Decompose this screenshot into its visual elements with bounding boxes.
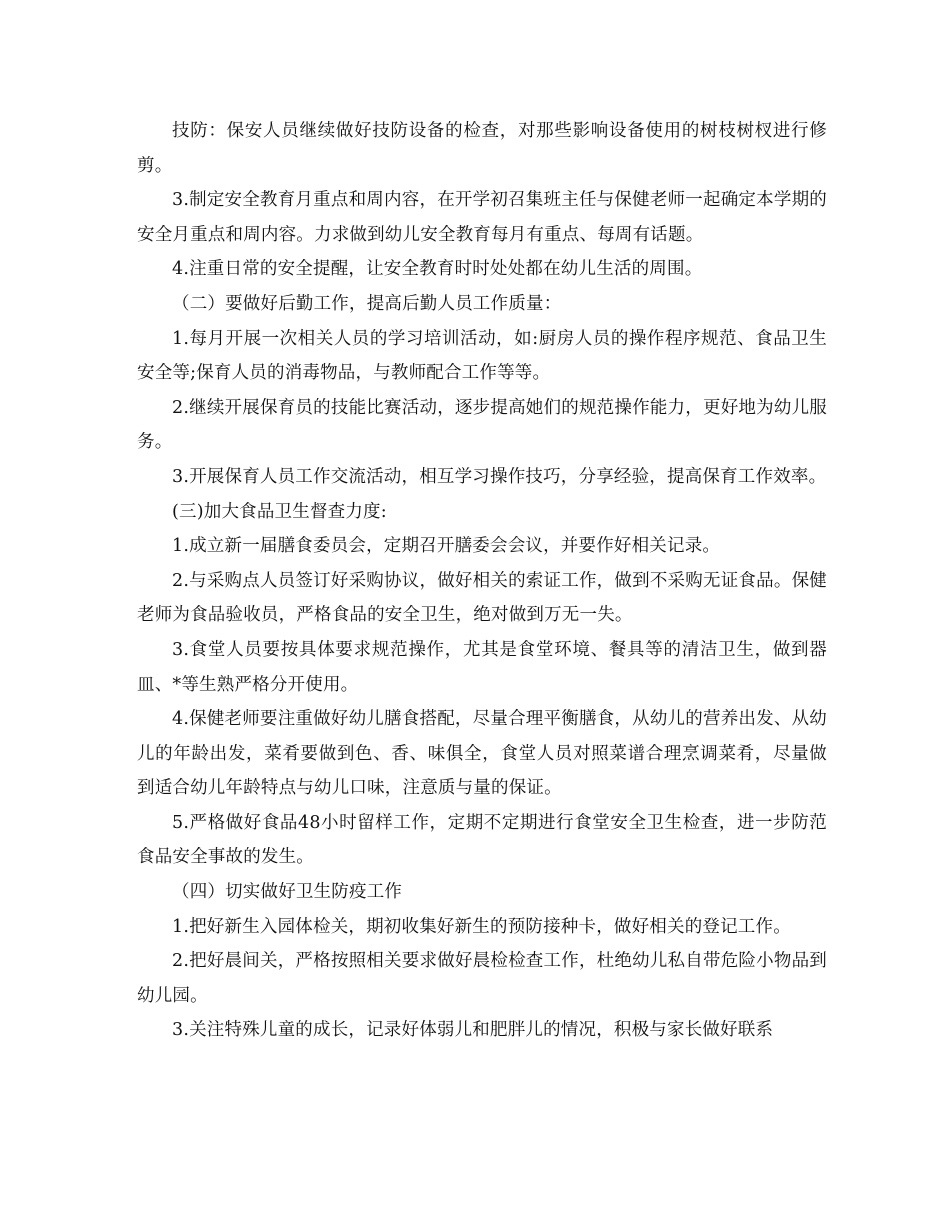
paragraph-meal-committee: 1.成立新一届膳食委员会，定期召开膳委会会议，并要作好相关记录。 <box>172 536 721 557</box>
paragraph-tech-defense: 技防：保安人员继续做好技防设备的检查，对那些影响设备使用的树枝树杈进行修剪。 <box>137 121 827 176</box>
document-body <box>137 114 827 1048</box>
section-heading-logistics: （二）要做好后勤工作，提高后勤人员工作质量： <box>172 293 562 314</box>
section-heading-epidemic-prevention: （四）切实做好卫生防疫工作 <box>172 882 403 903</box>
paragraph-procurement-agreement: 2.与采购点人员签订好采购协议，做好相关的索证工作，做到不采购无证食品。保健老师为食品验收员，严格食品的安全卫生，绝对做到万无一失。 <box>137 570 827 626</box>
paragraph-food-sample-retention: 5.严格做好食品48小时留样工作，定期不定期进行食堂安全卫生检查，进一步防范食品安全事故的发生。 <box>137 812 827 868</box>
paragraph-work-exchange: 3.开展保育人员工作交流活动，相互学习操作技巧，分享经验，提高保育工作效率。 <box>172 466 827 487</box>
paragraph-monthly-training: 1.每月开展一次相关人员的学习培训活动，如:厨房人员的操作程序规范、食品卫生安全等;保育人员的消毒物品，与教师配合工作等等。 <box>137 328 827 384</box>
paragraph-safety-education-plan: 3.制定安全教育月重点和周内容，在开学初召集班主任与保健老师一起确定本学期的安全月重点和周内容。力求做到幼儿安全教育每月有重点、每周有话题。 <box>137 190 827 245</box>
paragraph-enrollment-checkup: 1.把好新生入园体检关，期初收集好新生的预防接种卡，做好相关的登记工作。 <box>172 916 791 937</box>
paragraph-meal-balance: 4.保健老师要注重做好幼儿膳食搭配，尽量合理平衡膳食，从幼儿的营养出发、从幼儿的年龄出发，菜肴要做到色、香、味俱全，食堂人员对照菜谱合理烹调菜肴，尽量做到适合幼儿年龄特点与幼儿口味，注意质与量的保证。 <box>137 709 827 799</box>
section-heading-food-hygiene: (三)加大食品卫生督查力度: <box>172 501 387 522</box>
paragraph-canteen-operation: 3.食堂人员要按具体要求规范操作，尤其是食堂环境、餐具等的清洁卫生，做到器皿、*等生熟严格分开使用。 <box>137 639 827 695</box>
paragraph-daily-safety-reminder: 4.注重日常的安全提醒，让安全教育时时处处都在幼儿生活的周围。 <box>172 259 703 280</box>
paragraph-special-children: 3.关注特殊儿童的成长，记录好体弱儿和肥胖儿的情况，积极与家长做好联系 <box>172 1020 774 1041</box>
paragraph-skill-competition: 2.继续开展保育员的技能比赛活动，逐步提高她们的规范操作能力，更好地为幼儿服务。 <box>137 397 827 453</box>
paragraph-morning-check: 2.把好晨间关，严格按照相关要求做好晨检检查工作，杜绝幼儿私自带危险小物品到幼儿园。 <box>137 951 827 1006</box>
